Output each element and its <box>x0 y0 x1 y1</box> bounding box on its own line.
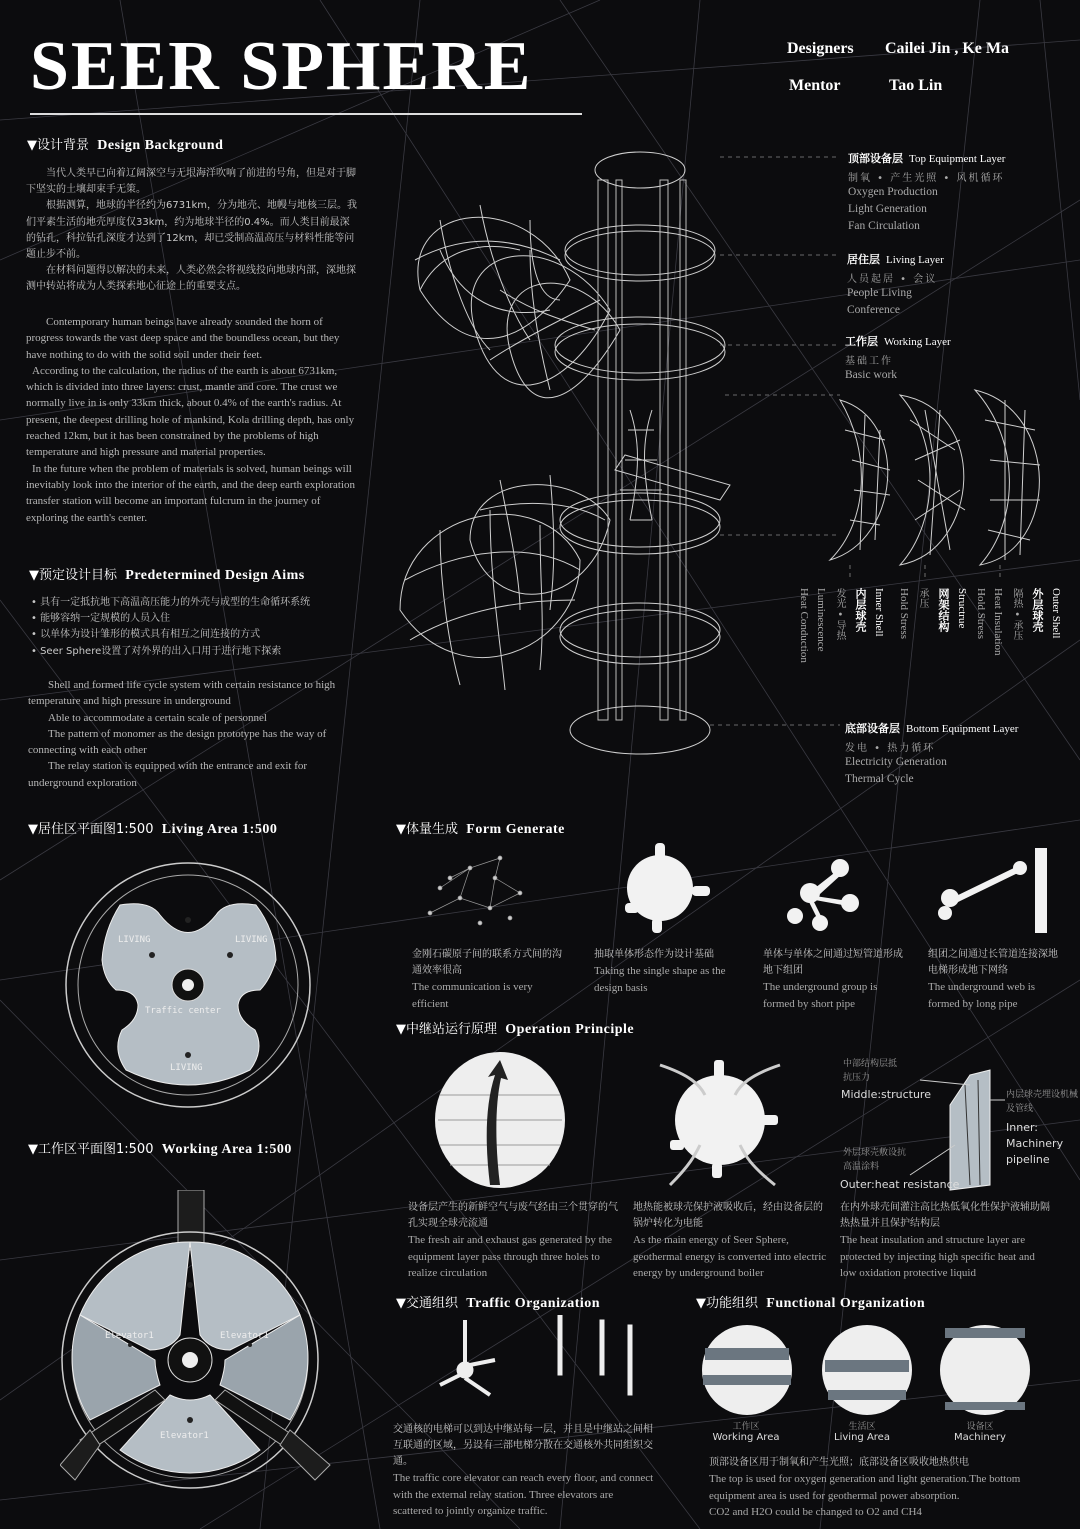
working-area-plan <box>60 1190 360 1510</box>
traffic-organization-heading: ▼交通组织 Traffic Organization <box>396 1296 601 1311</box>
outer-heat-en: Outer:heat resistance <box>840 1178 960 1191</box>
functional-organization-diagrams <box>700 1320 1060 1420</box>
form-step-2: 抽取单体形态作为设计基础 Taking the single shape as the design basis <box>594 949 726 994</box>
living-area-plan <box>60 860 320 1110</box>
title-underline <box>30 113 582 115</box>
working-plan-heading: ▼工作区平面图1:500 Working Area 1:500 <box>28 1142 292 1157</box>
elevator-label-2: Elevator1 <box>220 1331 269 1341</box>
inner-machinery-cn: 内层球壳埋设机械及管线 <box>1006 1090 1079 1114</box>
form-generate-heading: ▼体量生成 Form Generate <box>396 822 565 837</box>
operation-caption-energy: 地热能被球壳保护液吸收后，经由设备层的锅炉转化为电能 As the main energy of Seer Sphere, geothermal energy is converted into electric energy by underground boiler <box>633 1202 827 1279</box>
living-layer-label: 居住层 Living Layer 人员起居 • 会议 People Living Conference <box>847 253 944 316</box>
poster-title: SEER SPHERE <box>30 28 533 105</box>
mentor-label: Mentor <box>789 77 841 94</box>
working-layer-label: 工作层 Working Layer 基础工作 Basic work <box>845 335 951 381</box>
inner-machinery-en: Inner: Machinery pipeline <box>1006 1121 1064 1166</box>
mentor-name: Tao Lin <box>889 77 943 94</box>
operation-caption-protection: 在内外球壳间灌注高比热低氧化性保护液辅助隔热热量并且保护结构层 The heat insulation and structure layer are protected by injecting high specific heat and low oxidation protective liquid <box>840 1202 1050 1279</box>
design-aims-en: Shell and formed life cycle system with certain resistance to high temperature and high pressure in underground Able to accommodate a certain scale of personnel The pattern of monomer as the design prototype has the way of connecting with each other The relay station is equipped with the entrance and exit for underground exploration <box>28 679 336 789</box>
traffic-organization-diagram <box>420 1315 640 1415</box>
elevator-label-1: Elevator1 <box>105 1331 154 1341</box>
form-step-1: 金刚石碳原子间的联系方式间的沟通效率很高 The communication is very efficient <box>412 949 562 1010</box>
design-background-heading: ▼设计背景 Design Background <box>27 138 224 153</box>
middle-structure-en: Middle:structure <box>841 1088 931 1101</box>
living-plan-heading: ▼居住区平面图1:500 Living Area 1:500 <box>28 822 278 837</box>
operation-principle-diagrams <box>430 1045 1050 1195</box>
living-label-3: LIVING <box>170 1063 203 1073</box>
operation-principle-heading: ▼中继站运行原理 Operation Principle <box>396 1022 635 1037</box>
operation-caption-air: 设备层产生的新鲜空气与废气经由三个贯穿的气孔实现全球壳流通 The fresh air and exhaust gas generated by the equipment layer pass through three holes to realize circulation <box>408 1202 618 1279</box>
outer-shell-label: Hold Stress Heat Insulation 隔热 • 承压 外层球壳 Outer Shell <box>975 588 1062 656</box>
inner-shell-label: Heat Conduction Luminescence 发光 • 导热 内层球壳 Inner Shell <box>798 588 885 663</box>
structure-label: Hold Stress 承压 网架结构 Structrue <box>898 588 968 640</box>
zone-living: 生活区 Living Area <box>834 1422 890 1443</box>
form-step-3: 单体与单体之间通过短管道形成地下组团 The underground group is formed by short pipe <box>763 949 903 1010</box>
living-label-1: LIVING <box>118 935 151 945</box>
traffic-organization-text: 交通核的电梯可以到达中继站每一层，并且是中继站之间相互联通的区域，另设有三部电梯分散在交通核外共同组织交通。 The traffic core elevator can reach every floor, and connect with the external relay station. Three elevators are scattered to jointly organize traffic. <box>393 1424 654 1517</box>
functional-organization-text: 顶部设备区用于制氧和产生光照；底部设备区吸收地热供电 The top is used for oxygen generation and light generation.The bottom equipment area is used for geothermal power absorption. CO2 and H2O could be changed to O2 and CH4 <box>709 1457 1021 1518</box>
zone-working: 工作区 Working Area <box>712 1422 780 1443</box>
design-aims-cn: • 具有一定抵抗地下高温高压能力的外壳与成型的生命循环系统 • 能够容纳一定规模的人员入住 • 以单体为设计雏形的模式具有相互之间连接的方式 • Seer Sphere设置了对外界的出入口用于进行地下探索 <box>31 597 311 657</box>
functional-organization-heading: ▼功能组织 Functional Organization <box>696 1296 926 1311</box>
top-equipment-layer-label: 顶部设备层 Top Equipment Layer 制氧 • 产生光照 • 风机循环 Oxygen Production Light Generation Fan Circulation <box>848 152 1006 232</box>
design-background-cn: 当代人类早已向着辽阔深空与无垠海洋吹响了前进的号角，但是对于脚下坚实的土壤却束手无策。 根据测算，地球的半径约为6731km，分为地壳、地幔与地核三层。我们平素生活的地壳厚度仅33km，约为地球半径的0.4%。而人类目前最深的钻孔，科拉钻孔深度才达到了12km，却已受制高温高压与材料性能等问题止步不前。 在材料问题得以解决的未来，人类必然会将视线投向地球内部，深地探测中转站将成为人类探索地心征途上的重要支点。 <box>26 168 357 293</box>
exploded-axonometric-drawing <box>380 140 840 780</box>
elevator-label-3: Elevator1 <box>160 1431 209 1441</box>
designers-names: Cailei Jin , Ke Ma <box>885 40 1009 57</box>
traffic-center-label: Traffic center <box>145 1006 221 1016</box>
shell-layers-drawing <box>790 380 1070 580</box>
middle-structure-cn: 中部结构层抵抗压力 <box>843 1059 898 1083</box>
form-generate-diagrams <box>420 838 1060 938</box>
outer-heat-cn: 外层球壳敷设抗高温涂料 <box>843 1148 907 1172</box>
design-aims-heading: ▼预定设计目标 Predetermined Design Aims <box>29 568 305 583</box>
form-step-4: 组团之间通过长管道连接深地电梯形成地下网络 The underground web is formed by long pipe <box>928 949 1058 1010</box>
design-background-en: Contemporary human beings have already sounded the horn of progress towards the vast deep space and the boundless ocean, but they have nothing to do with the solid soil under their feet. According to the calculation, the radius of the earth is about 6731km, which is divided into three layers: crust, mantle and core. The crust we normally live in is only 33km thick, about 0.4% of the earth's radius. At present, the deepest drilling hole of mankind, Kola drilling depth, has only reached 12km, but it has been constrained by the problems of high temperature and high pressure and material properties. In the future when the problem of materials is solved, human beings will inevitably look into the interior of the earth, and the deep earth exploration transfer station will become an important fulcrum in the journey of exploring the earth's center. <box>26 316 355 524</box>
living-label-2: LIVING <box>235 935 268 945</box>
bottom-equipment-layer-label: 底部设备层 Bottom Equipment Layer 发电 • 热力循环 Electricity Generation Thermal Cycle <box>845 722 1019 785</box>
designers-label: Designers <box>787 40 854 57</box>
zone-machinery: 设备区 Machinery <box>954 1422 1006 1443</box>
